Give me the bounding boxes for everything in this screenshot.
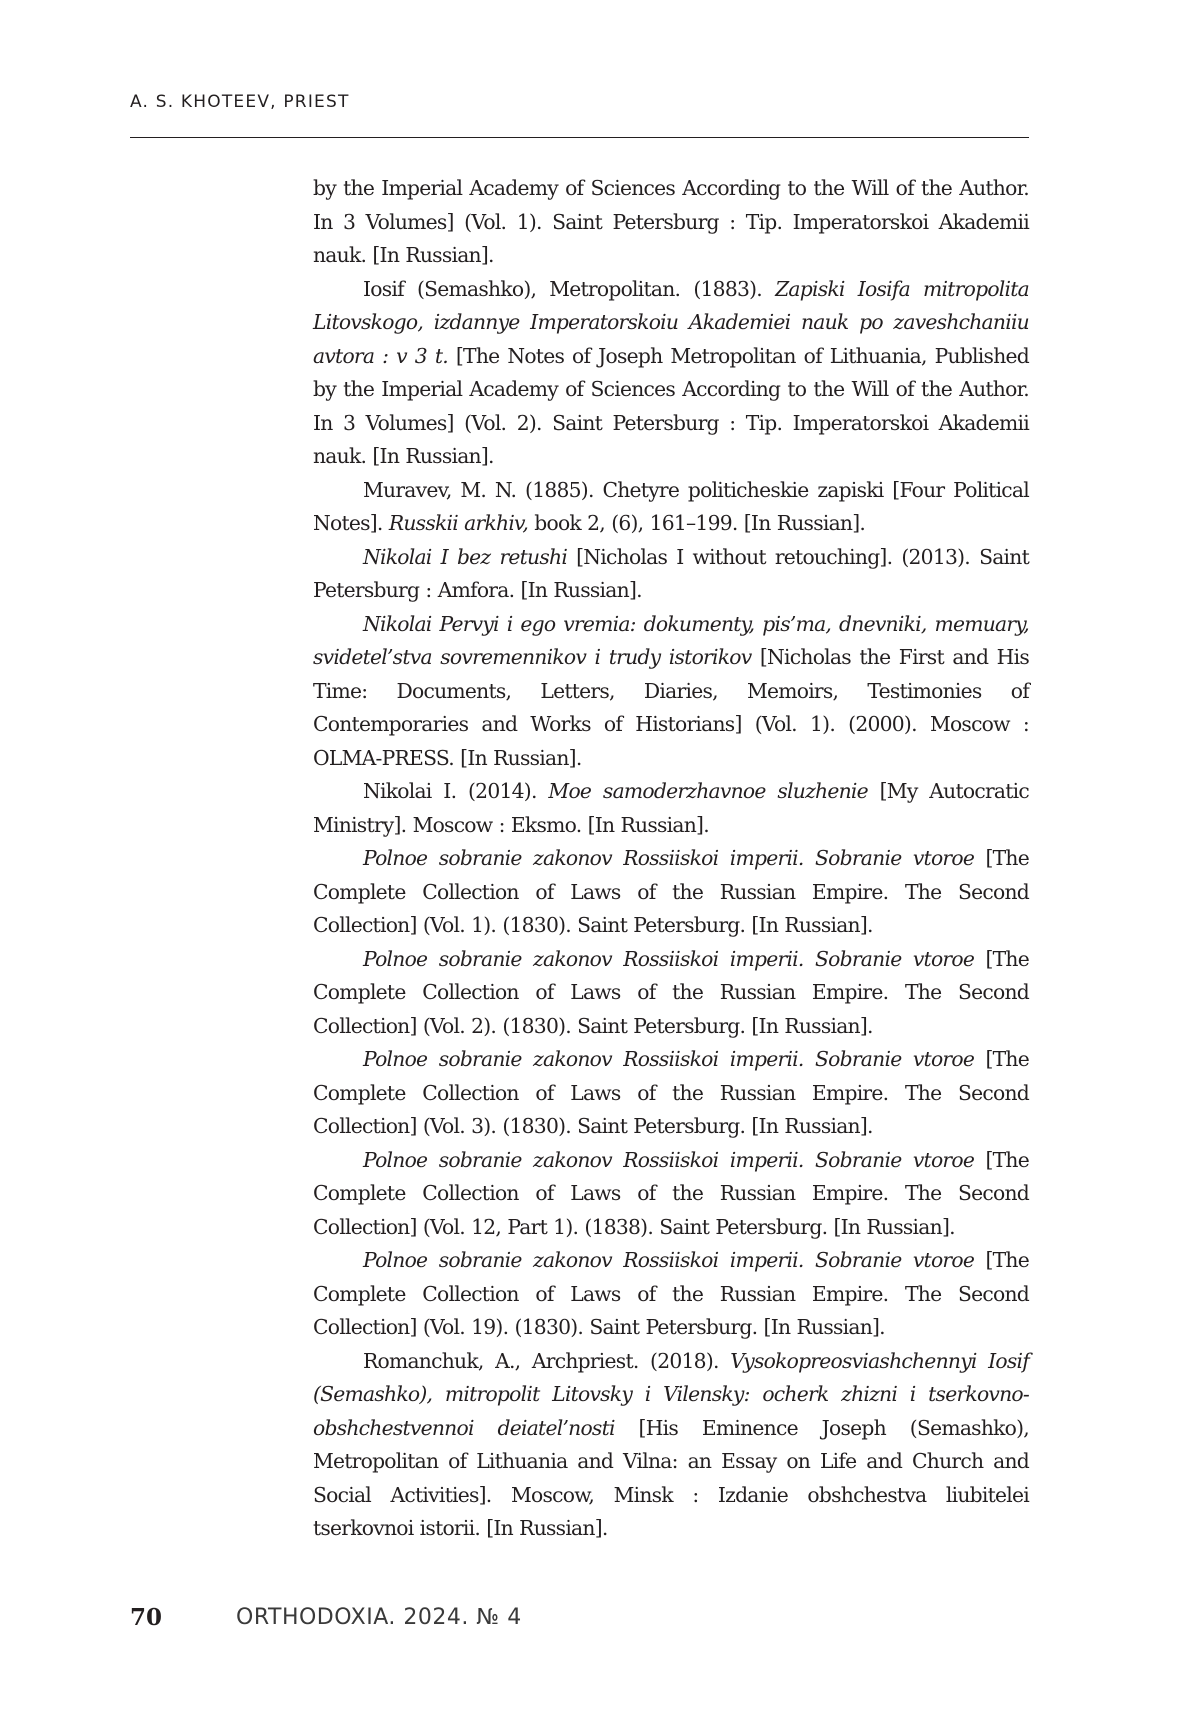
reference-text: [The Notes of Joseph Metropolitan of Lithuania, Published by the Imperial Academy of Sciences According to the Will of the Author. In 3 Volumes] (Vol. 2). Saint Petersburg : Tip. Imperatorskoi Akademii nauk. [In Russian]. bbox=[313, 343, 1029, 468]
reference-entry bbox=[313, 172, 1029, 273]
reference-text: [His Eminence Joseph (Semashko), Metropolitan of Lithuania and Vilna: an Essay on Life and Church and Social Activities]. Moscow, Minsk : Izdanie obshchestva liubitelei tserkovnoi istorii. [In Russian]. bbox=[313, 1415, 1029, 1540]
reference-title-italic: Polnoe sobranie zakonov Rossiiskoi imperii. Sobranie vtoroe bbox=[363, 1147, 975, 1172]
reference-text: [The Complete Collection of Laws of the Russian Empire. The Second Collection] (Vol. 1). (1830). Saint Petersburg. [In Russian]. bbox=[313, 846, 1029, 937]
reference-entry bbox=[313, 775, 1029, 842]
reference-text: Iosif (Semashko), Metropolitan. (1883). bbox=[363, 276, 776, 301]
reference-title-italic: Moe samoderzhavnoe sluzhenie bbox=[548, 779, 868, 803]
reference-title-italic: Nikolai Pervyi i ego vremia: dokumenty, pis’ma, dnevniki, memuary, svidetel’stva sovremennikov i trudy istorikov bbox=[313, 611, 1029, 669]
running-header: A. S. KHOTEEV, PRIEST bbox=[130, 92, 350, 112]
reference-text: book 2, (6), 161–199. [In Russian]. bbox=[528, 511, 866, 535]
reference-text: Romanchuk, A., Archpriest. (2018). bbox=[363, 1348, 731, 1373]
reference-title-italic: Zapiski Iosifa mitropolita Litovskogo, izdannye Imperatorskoiu Akademiei nauk po zaveshchaniiu avtora : v 3 t. bbox=[313, 276, 1029, 368]
reference-list bbox=[313, 172, 1029, 1546]
reference-text: [Nicholas the First and His Time: Documents, Letters, Diaries, Memoirs, Testimonies of Contemporaries and Works of Historians] (Vol. 1). (2000). Moscow : OLMA-PRESS. [In Russian]. bbox=[313, 645, 1029, 770]
reference-title-italic: Russkii arkhiv, bbox=[388, 511, 529, 535]
reference-text: [The Complete Collection of Laws of the Russian Empire. The Second Collection] (Vol. 19). (1830). Saint Petersburg. [In Russian]. bbox=[313, 1248, 1029, 1339]
reference-entry bbox=[313, 474, 1029, 541]
reference-text: [The Complete Collection of Laws of the Russian Empire. The Second Collection] (Vol. 3). (1830). Saint Petersburg. [In Russian]. bbox=[313, 1047, 1029, 1138]
reference-text: Muravev, M. N. (1885). Chetyre politicheskie zapiski [Four Political Notes]. bbox=[313, 477, 1029, 535]
reference-entry bbox=[313, 273, 1029, 474]
reference-entry bbox=[313, 541, 1029, 608]
reference-text: [Nicholas I without retouching]. (2013). Saint Petersburg : Amfora. [In Russian]. bbox=[313, 544, 1029, 602]
reference-text: [My Autocratic Ministry]. Moscow : Eksmo. [In Russian]. bbox=[313, 779, 1029, 837]
reference-title-italic: Polnoe sobranie zakonov Rossiiskoi imperii. Sobranie vtoroe bbox=[363, 1248, 975, 1272]
reference-entry bbox=[313, 1144, 1029, 1245]
reference-title-italic: Nikolai I bez retushi bbox=[363, 544, 568, 569]
reference-entry bbox=[313, 1043, 1029, 1144]
reference-text: by the Imperial Academy of Sciences According to the Will of the Author. In 3 Volumes] (Vol. 1). Saint Petersburg : Tip. Imperatorskoi Akademii nauk. [In Russian]. bbox=[313, 176, 1029, 267]
reference-text: [The Complete Collection of Laws of the Russian Empire. The Second Collection] (Vol. 2). (1830). Saint Petersburg. [In Russian]. bbox=[313, 946, 1029, 1038]
reference-text: [The Complete Collection of Laws of the Russian Empire. The Second Collection] (Vol. 12, Part 1). (1838). Saint Petersburg. [In Russian]. bbox=[313, 1147, 1029, 1239]
journal-name: ORTHODOXIA. 2024. № 4 bbox=[236, 1605, 522, 1630]
reference-title-italic: Polnoe sobranie zakonov Rossiiskoi imperii. Sobranie vtoroe bbox=[363, 946, 975, 971]
page-number: 70 bbox=[130, 1604, 163, 1631]
reference-title-italic: Vysokopreosviashchennyi Iosif (Semashko), mitropolit Litovsky i Vilensky: ocherk zhizni i tserkovno-obshchestvennoi deiatel’nosti bbox=[313, 1348, 1030, 1440]
reference-title-italic: Polnoe sobranie zakonov Rossiiskoi imperii. Sobranie vtoroe bbox=[363, 846, 975, 870]
reference-entry bbox=[313, 1345, 1029, 1546]
reference-title-italic: Polnoe sobranie zakonov Rossiiskoi imperii. Sobranie vtoroe bbox=[363, 1047, 975, 1071]
reference-entry bbox=[313, 842, 1029, 943]
reference-entry bbox=[313, 1244, 1029, 1345]
header-divider bbox=[130, 137, 1029, 138]
reference-entry bbox=[313, 608, 1029, 776]
reference-text: Nikolai I. (2014). bbox=[363, 779, 549, 803]
reference-entry bbox=[313, 943, 1029, 1044]
